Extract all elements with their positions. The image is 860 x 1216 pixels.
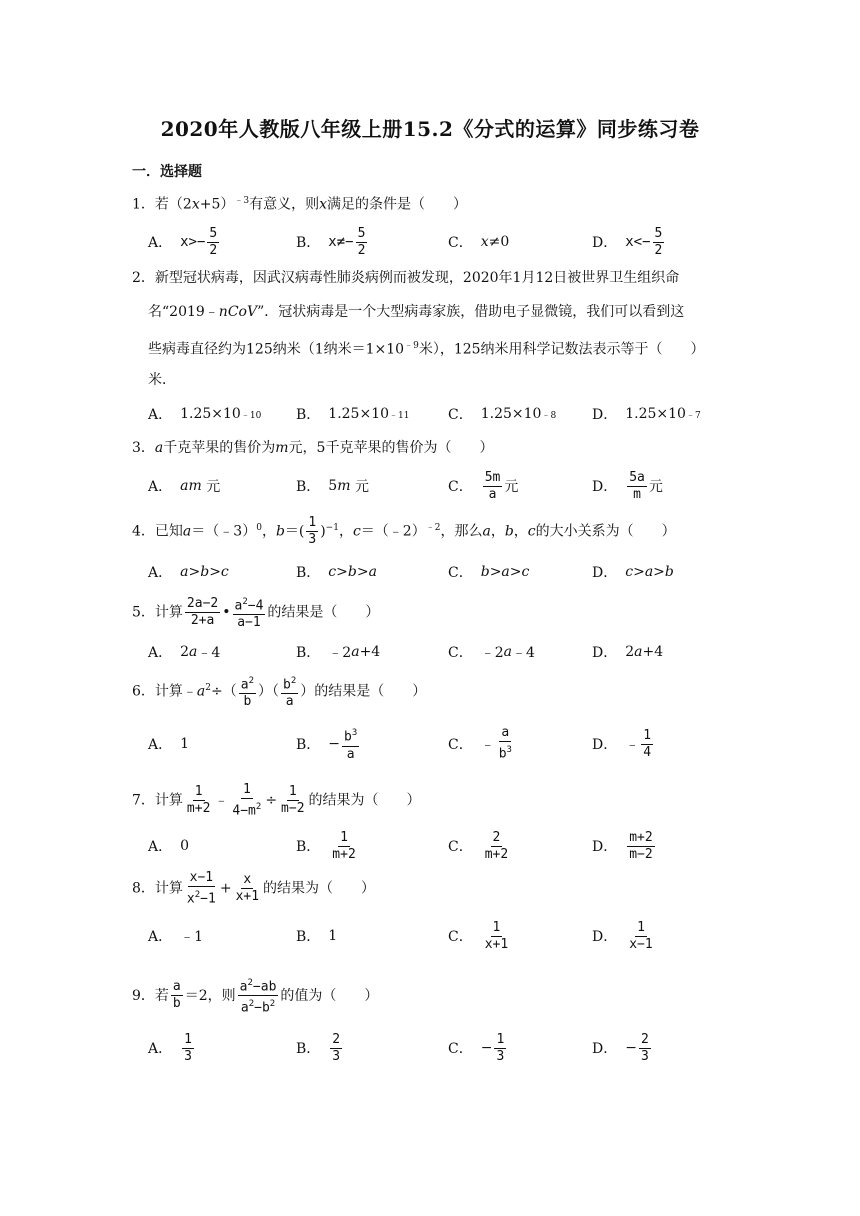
option-b[interactable]: B． $\frac{2}{3}$ (296, 1031, 341, 1064)
option-d[interactable]: D． $\frac{m+2}{m-2}$ (592, 829, 653, 862)
question-5: 5．计算 $\frac{2a-2}{2+a}$ • $\frac{a^2-4}{a-1}$ 的结果是（ ） (132, 594, 742, 631)
option-c[interactable]: C． x ≠0 (448, 234, 510, 251)
option-a[interactable]: A． am 元 (148, 478, 221, 495)
option-b[interactable]: B． 5 m 元 (296, 478, 369, 495)
question-4: 4．已知a＝（﹣3）$^0$，b＝( $\frac{1}{3}$ )$^{-1}$，c＝（﹣2）$^{﹣2}$，那么a，b，c的大小关系为（ ） (132, 515, 676, 548)
option-a[interactable]: A． 1.25×10 ﹣10 (148, 406, 262, 423)
option-d[interactable]: D． $\frac{1}{x-1}$ (592, 919, 653, 952)
option-a[interactable]: A． 0 (148, 838, 190, 855)
option-d[interactable]: D． − $\frac{2}{3}$ (592, 1031, 649, 1064)
option-b[interactable]: B． 1 (296, 928, 338, 945)
option-a[interactable]: A． 2 a ﹣4 (148, 644, 221, 661)
option-b[interactable]: B． − $\frac{b^3}{a}$ (296, 724, 361, 764)
option-c[interactable]: C． ﹣2 a ﹣4 (448, 644, 535, 661)
option-d[interactable]: D． x<− $\frac{5}{2}$ (592, 225, 663, 258)
question-2-line-1: 2．新型冠状病毒，因武汉病毒性肺炎病例而被发现，2020年1月12日被世界卫生组织命 (132, 270, 680, 286)
question-2-line-3: 些病毒直径约为125纳米（1纳米$=1\times 10^{﹣9}$米），125纳米用科学记数法表示等于（ ） (148, 341, 705, 358)
option-d[interactable]: D． ﹣ $\frac{1}{4}$ (592, 727, 652, 760)
option-b[interactable]: B． x≠− $\frac{5}{2}$ (296, 225, 366, 258)
option-a[interactable]: A． a > b > c (148, 564, 229, 581)
option-c[interactable]: C． 1.25×10 ﹣8 (448, 406, 557, 423)
option-a[interactable]: A． 1 (148, 736, 190, 753)
question-7: 7．计算 $\frac{1}{m+2}$ ﹣ $\frac{1}{4-m^2}$ ÷ $\frac{1}{m-2}$ 的结果为（ ） (132, 782, 421, 819)
option-c[interactable]: C． $\frac{5m}{a}$ 元 (448, 469, 519, 502)
option-c[interactable]: C． b > a > c (448, 564, 530, 581)
option-b[interactable]: B． 1.25×10 ﹣11 (296, 406, 410, 423)
question-3-options (148, 466, 748, 506)
question-7-options (148, 826, 748, 866)
question-2-line-2: 名“2019﹣nCoV”．冠状病毒是一个大型病毒家族，借助电子显微镜，我们可以看到这 (148, 304, 685, 320)
option-d[interactable]: D． $\frac{5a}{m}$ 元 (592, 469, 663, 502)
question-4-options (148, 552, 748, 592)
option-c[interactable]: C． $\frac{1}{x+1}$ (448, 919, 509, 952)
option-b[interactable]: B． $\frac{1}{m+2}$ (296, 829, 356, 862)
question-2-options (148, 394, 748, 434)
option-d[interactable]: D． 2 a +4 (592, 644, 664, 661)
option-a[interactable]: A． ﹣1 (148, 929, 204, 945)
question-2-line-4: 米． (148, 372, 176, 388)
question-9: 9．若 $\frac{a}{b}$ ＝2，则 $\frac{a^2-ab}{a^2-b^2}$ 的值为（ ） (132, 975, 742, 1017)
option-a[interactable]: A． x>− $\frac{5}{2}$ (148, 225, 218, 258)
question-8-options (148, 916, 748, 956)
question-6: 6．计算$﹣a^2\div$（ $\frac{a^2}{b}$ ）（ $\frac{b^2}{a}$ ）的结果是（ ） (132, 672, 742, 710)
question-9-options (148, 1028, 748, 1068)
option-c[interactable]: C． ﹣ $\frac{a}{b^3}$ (448, 725, 512, 762)
question-3: 3．a千克苹果的售价为m元，5千克苹果的售价为（ ） (132, 440, 494, 456)
option-d[interactable]: D． c > a > b (592, 564, 674, 581)
option-c[interactable]: C． − $\frac{1}{3}$ (448, 1031, 505, 1064)
page-title: 2020年人教版八年级上册15.2《分式的运算》同步练习卷 (160, 117, 700, 141)
question-1-options (148, 222, 748, 262)
option-c[interactable]: C． $\frac{2}{m+2}$ (448, 829, 509, 862)
option-a[interactable]: A． $\frac{1}{3}$ (148, 1031, 192, 1064)
question-1: 1．若$(2x+5)^{﹣3}$有意义，则x满足的条件是（ ） (132, 196, 468, 213)
section-heading: 一．选择题 (132, 164, 202, 180)
question-8: 8．计算 $\frac{x-1}{x^2-1}$ + $\frac{x}{x+1}$ 的结果为（ ） (132, 870, 376, 907)
option-b[interactable]: B． c > b > a (296, 564, 377, 581)
option-d[interactable]: D． 1.25×10 ﹣7 (592, 406, 701, 423)
option-b[interactable]: B． ﹣2 a +4 (296, 644, 381, 661)
question-6-options (148, 724, 748, 764)
question-5-options (148, 632, 748, 672)
